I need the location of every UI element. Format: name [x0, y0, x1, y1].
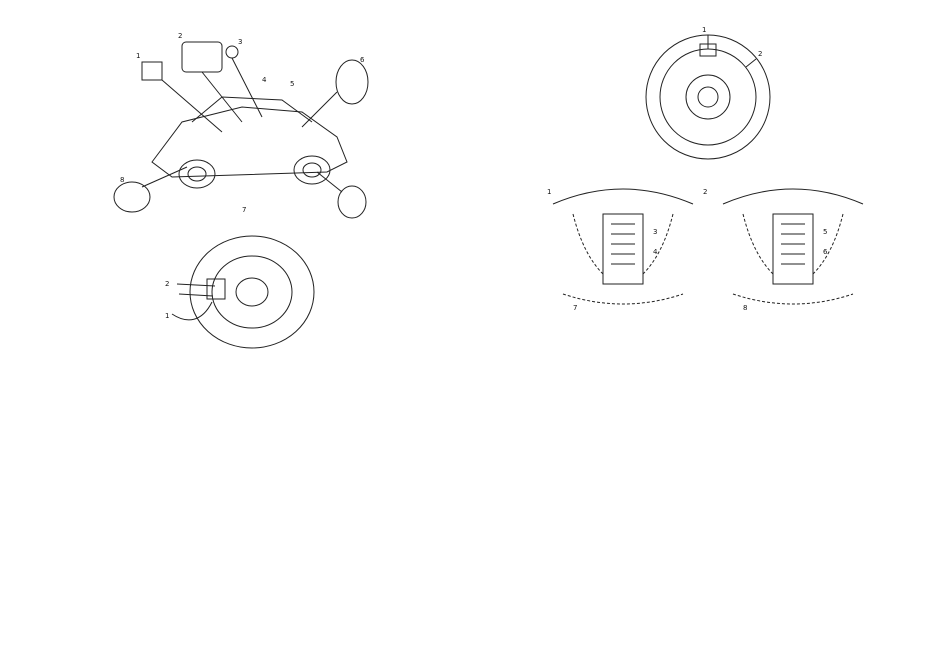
svg-text:2: 2 — [178, 32, 183, 40]
svg-text:3: 3 — [653, 228, 658, 236]
left-column — [22, 20, 462, 665]
figure-car-abs — [112, 22, 372, 222]
svg-text:7: 7 — [242, 206, 247, 214]
svg-text:5: 5 — [823, 228, 828, 236]
svg-text:2: 2 — [758, 50, 763, 58]
svg-text:1: 1 — [165, 312, 170, 320]
svg-text:2: 2 — [165, 280, 170, 288]
svg-text:4: 4 — [653, 248, 658, 256]
rear-wheel-sensor-illustration — [628, 22, 788, 172]
figure-magnetic-field — [543, 174, 873, 314]
figure-rear-sensor — [628, 22, 788, 172]
svg-text:1: 1 — [547, 188, 552, 196]
svg-text:4: 4 — [262, 76, 267, 84]
svg-text:1: 1 — [702, 26, 707, 34]
right-column — [488, 20, 928, 665]
car-abs-components-illustration — [112, 22, 372, 222]
svg-text:2: 2 — [703, 188, 708, 196]
svg-text:3: 3 — [238, 38, 243, 46]
figure-front-sensor — [157, 224, 327, 354]
svg-text:8: 8 — [743, 304, 748, 312]
sensor-magnetic-field-diagram — [543, 174, 873, 314]
svg-text:5: 5 — [290, 80, 295, 88]
svg-text:1: 1 — [136, 52, 141, 60]
svg-text:6: 6 — [360, 56, 365, 64]
svg-text:7: 7 — [573, 304, 578, 312]
front-wheel-sensor-illustration — [157, 224, 327, 354]
svg-text:8: 8 — [120, 176, 125, 184]
svg-text:6: 6 — [823, 248, 828, 256]
